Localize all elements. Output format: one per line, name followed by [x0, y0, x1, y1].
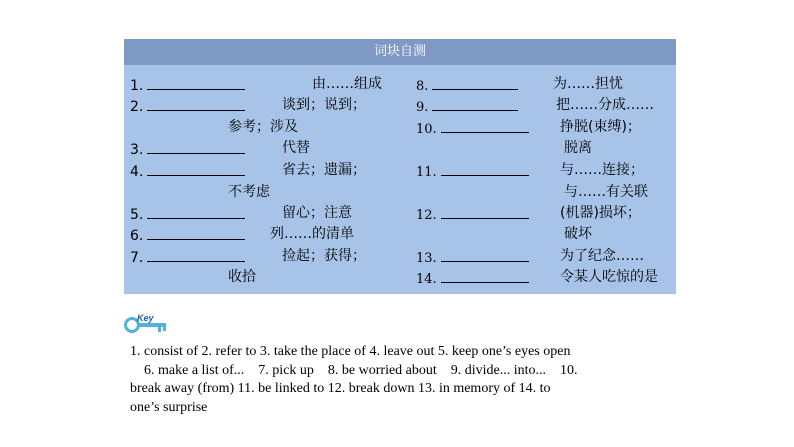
item-number: 3. — [130, 142, 144, 158]
quiz-item-1 — [130, 74, 382, 96]
quiz-panel — [124, 39, 676, 294]
item-meaning: (机器)损坏； — [560, 205, 641, 221]
answer-blank[interactable] — [147, 246, 245, 262]
quiz-item-4 — [130, 160, 366, 182]
quiz-item-8 — [416, 74, 623, 97]
answer-blank[interactable] — [432, 74, 518, 90]
item-meaning: 令某人吃惊的是 — [560, 269, 658, 285]
item-meaning: 列……的清单 — [270, 226, 354, 242]
item-number: 1. — [130, 78, 144, 94]
item-meaning: 挣脱(束缚)； — [560, 119, 641, 135]
key-label: Key — [137, 313, 154, 323]
item-number: 11. — [416, 165, 437, 180]
answer-line: one’s surprise — [130, 399, 208, 415]
answer-blank[interactable] — [147, 160, 245, 176]
item-number: 7. — [130, 250, 144, 266]
item-number: 8. — [416, 79, 429, 94]
answer-blank[interactable] — [147, 95, 245, 111]
quiz-header: 词块自测 — [124, 39, 676, 65]
item-meaning: 谈到；说到； — [282, 97, 366, 113]
quiz-item-3 — [130, 138, 310, 160]
quiz-item-13 — [416, 246, 644, 269]
item-meaning: 留心；注意 — [282, 205, 352, 221]
quiz-item-12 — [416, 203, 641, 226]
item-number: 2. — [130, 99, 144, 115]
answer-blank[interactable] — [147, 138, 245, 154]
quiz-item-14 — [416, 267, 658, 290]
answer-blank[interactable] — [147, 224, 245, 240]
answer-blank[interactable] — [147, 74, 245, 90]
item-number: 5. — [130, 207, 144, 223]
item-meaning: 把……分成…… — [556, 97, 654, 113]
item-meaning: 省去；遗漏； — [282, 162, 366, 178]
answer-blank[interactable] — [441, 246, 529, 262]
quiz-item-10 — [416, 117, 641, 140]
item-number: 6. — [130, 228, 144, 244]
quiz-item-9 — [416, 95, 654, 118]
item-meaning-continued: 与……有关联 — [564, 184, 648, 200]
item-meaning-continued: 不考虑 — [228, 184, 270, 200]
quiz-item-11 — [416, 160, 644, 183]
key-icon — [124, 312, 168, 334]
item-meaning-continued: 脱离 — [564, 140, 592, 156]
item-meaning: 代替 — [282, 140, 310, 156]
item-meaning-continued: 参考；涉及 — [228, 119, 298, 135]
answer-blank[interactable] — [441, 203, 529, 219]
item-number: 9. — [416, 100, 429, 115]
item-number: 4. — [130, 164, 144, 180]
answer-line: 1. consist of 2. refer to 3. take the place of 4. leave out 5. keep one’s eyes open — [130, 344, 571, 359]
answer-text — [130, 343, 660, 417]
item-meaning: 与……连接； — [560, 162, 644, 178]
quiz-item-5 — [130, 203, 352, 225]
item-number: 12. — [416, 208, 437, 223]
answer-blank[interactable] — [432, 95, 518, 111]
quiz-item-6 — [130, 224, 354, 246]
quiz-item-2 — [130, 95, 366, 117]
item-meaning: 捡起；获得； — [282, 248, 366, 264]
item-number: 10. — [416, 122, 437, 137]
answer-line: break away (from) 11. be linked to 12. break down 13. in memory of 14. to — [130, 381, 551, 396]
item-meaning: 为……担忧 — [553, 76, 623, 92]
answer-line: 6. make a list of... 7. pick up 8. be worried about 9. divide... into... 10. — [130, 362, 578, 378]
answer-blank[interactable] — [441, 117, 529, 133]
item-meaning: 为了纪念…… — [560, 248, 644, 264]
item-number: 13. — [416, 251, 437, 266]
item-number: 14. — [416, 272, 437, 287]
answer-blank[interactable] — [147, 203, 245, 219]
answer-blank[interactable] — [441, 267, 529, 283]
quiz-item-7 — [130, 246, 366, 268]
item-meaning: 由……组成 — [312, 76, 382, 92]
item-meaning-continued: 收拾 — [228, 269, 256, 285]
item-meaning-continued: 破坏 — [564, 226, 592, 242]
answer-blank[interactable] — [441, 160, 529, 176]
